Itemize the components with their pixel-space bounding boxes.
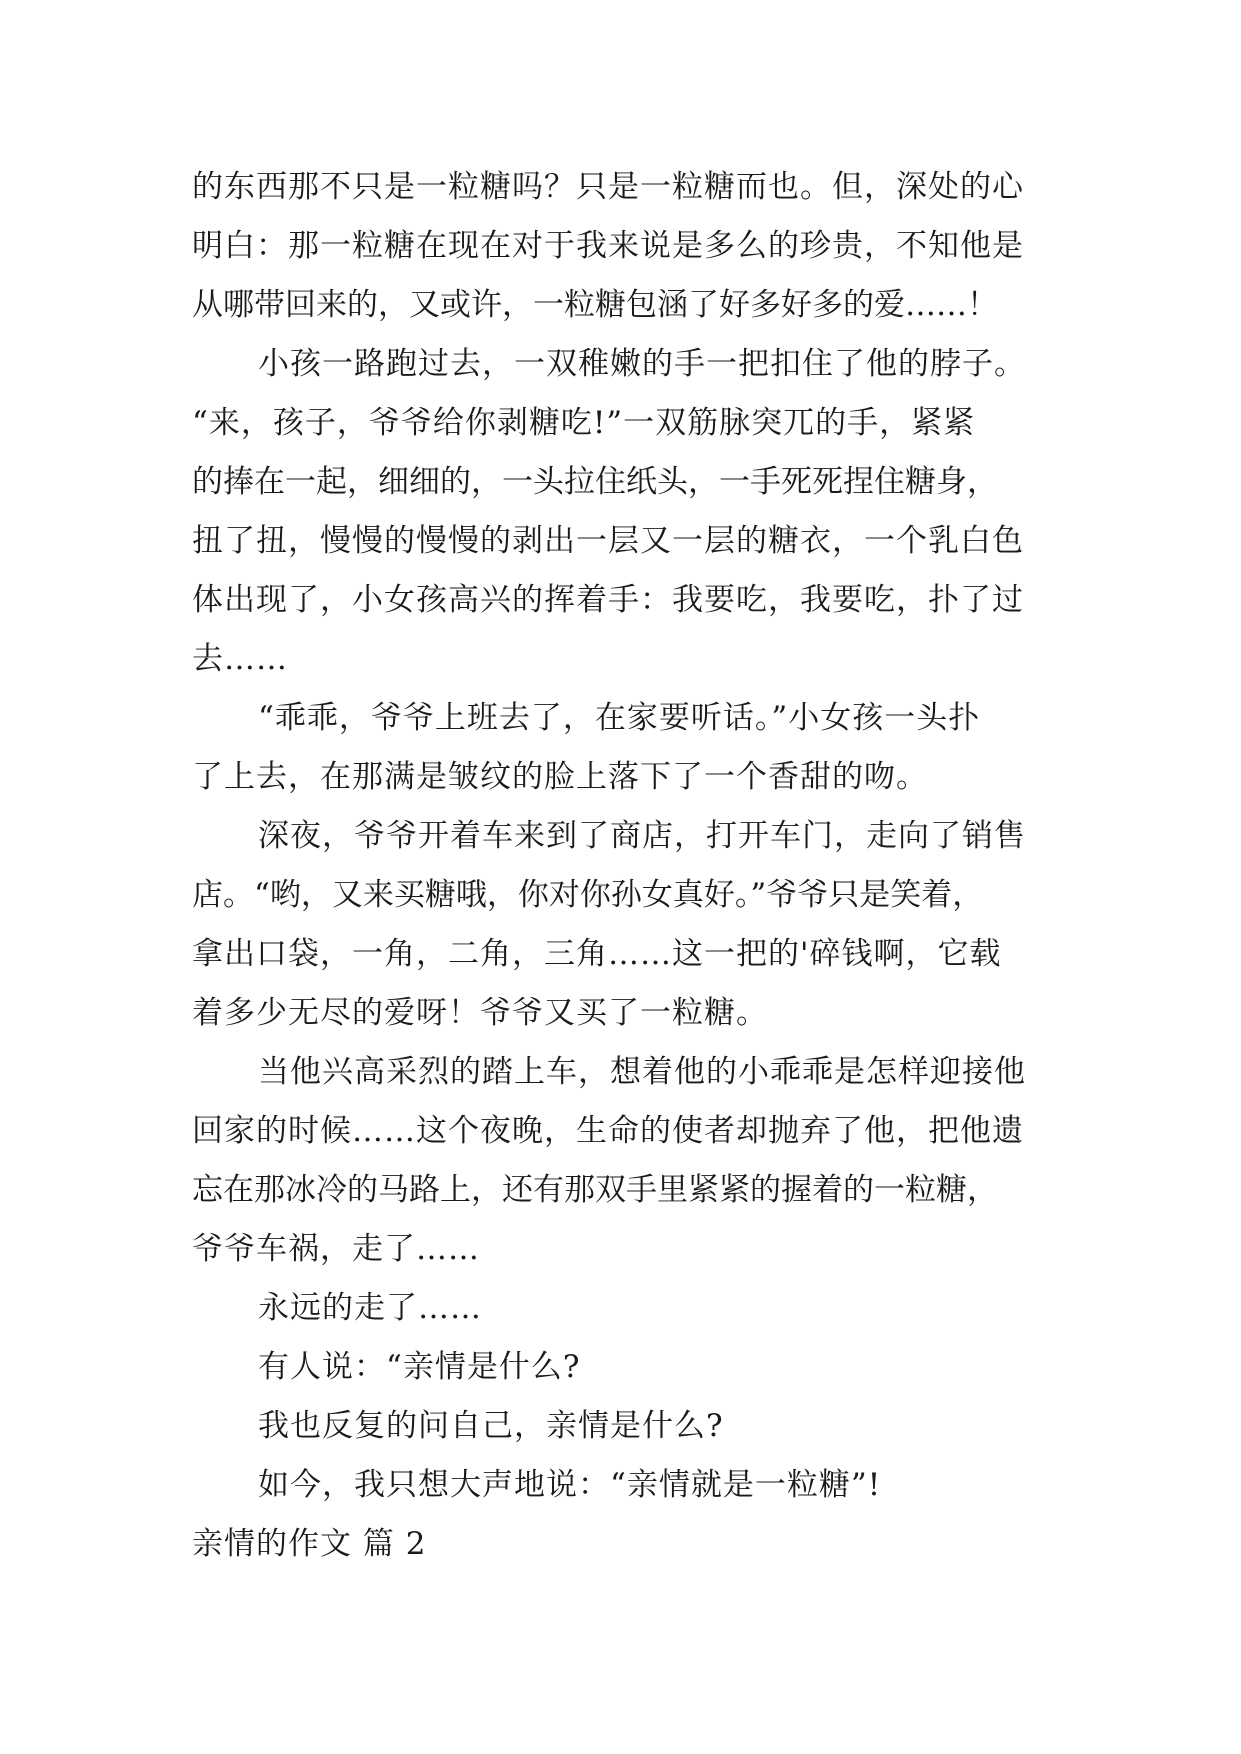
- paragraph-start-line: 深夜，爷爷开着车来到了商店，打开车门，走向了销售: [258, 818, 1026, 854]
- essay-body: [192, 158, 1082, 1574]
- text-line: 的东西那不只是一粒糖吗？只是一粒糖而也。但，深处的心: [192, 169, 1024, 205]
- paragraph-start-line: 小孩一路跑过去，一双稚嫩的手一把扣住了他的脖子。: [258, 346, 1026, 382]
- text-line: 拿出口袋，一角，二角，三角……这一把的'碎钱啊，它载: [192, 936, 1002, 972]
- text-line: 着多少无尽的爱呀！爷爷又买了一粒糖。: [192, 995, 768, 1031]
- paragraph-start-line: 永远的走了……: [258, 1290, 482, 1326]
- text-line: 店。“哟，又来买糖哦，你对你孙女真好。”爷爷只是笑着，: [192, 877, 984, 913]
- text-line: 去……: [192, 641, 288, 677]
- text-line: 从哪带回来的，又或许，一粒糖包涵了好多好多的爱……！: [192, 287, 998, 323]
- paragraph-start-line: 我也反复的问自己，亲情是什么?: [258, 1408, 724, 1444]
- text-line: 忘在那冰冷的马路上，还有那双手里紧紧的握着的一粒糖，: [192, 1172, 998, 1208]
- text-line: “来，孩子，爷爷给你剥糖吃!”一双筋脉突兀的手，紧紧: [192, 405, 976, 441]
- section-heading: 亲情的作文 篇 2: [192, 1526, 427, 1562]
- paragraph-start-line: 有人说：“亲情是什么?: [258, 1349, 581, 1385]
- text-line: 扭了扭，慢慢的慢慢的剥出一层又一层的糖衣，一个乳白色: [192, 523, 1024, 559]
- paragraph-start-line: “乖乖，爷爷上班去了，在家要听话。”小女孩一头扑: [258, 700, 981, 736]
- text-line: 的捧在一起，细细的，一头拉住纸头，一手死死捏住糖身，: [192, 464, 998, 500]
- text-line: 爷爷车祸，走了……: [192, 1231, 480, 1267]
- paragraph-start-line: 当他兴高采烈的踏上车，想着他的小乖乖是怎样迎接他: [258, 1054, 1026, 1090]
- text-line: 回家的时候……这个夜晚，生命的使者却抛弃了他，把他遗: [192, 1113, 1024, 1149]
- text-line: 了上去，在那满是皱纹的脸上落下了一个香甜的吻。: [192, 759, 928, 795]
- paragraph-start-line: 如今，我只想大声地说：“亲情就是一粒糖”!: [258, 1467, 882, 1503]
- text-line: 明白：那一粒糖在现在对于我来说是多么的珍贵，不知他是: [192, 228, 1024, 264]
- text-line: 体出现了，小女孩高兴的挥着手：我要吃，我要吃，扑了过: [192, 582, 1024, 618]
